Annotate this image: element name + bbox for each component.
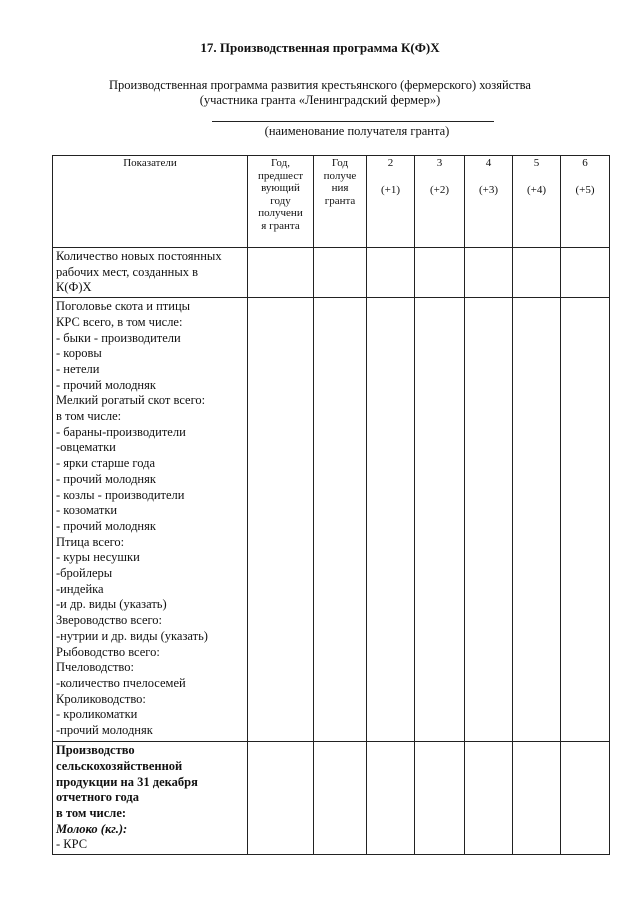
subtitle-line-2: (участника гранта «Ленинградский фермер») (199, 93, 441, 107)
input-cell[interactable] (314, 742, 367, 855)
input-cell[interactable] (314, 298, 367, 742)
input-cell[interactable] (513, 298, 561, 742)
header-year-2: 2 (+1) (367, 156, 415, 248)
header-year-3: 3 (+2) (415, 156, 465, 248)
header-year-4: 4 (+3) (465, 156, 513, 248)
table-row-new-jobs (53, 248, 610, 298)
header-year-6: 6 (+5) (561, 156, 610, 248)
input-cell[interactable] (513, 742, 561, 855)
recipient-label: (наименование получателя гранта) (264, 124, 450, 138)
subtitle-line-1: Производственная программа развития крестьянского (фермерского) хозяйства (109, 78, 531, 92)
table-header-row (53, 156, 610, 248)
page-title: 17. Производственная программа К(Ф)Х (200, 40, 440, 55)
input-cell[interactable] (465, 248, 513, 298)
header-indicators: Показатели (53, 156, 248, 248)
input-cell[interactable] (465, 742, 513, 855)
input-cell[interactable] (415, 742, 465, 855)
input-cell[interactable] (513, 248, 561, 298)
row-label-livestock: Поголовье скота и птицы КРС всего, в том числе: - быки - производители - коровы - нетели - прочий молодняк Мелкий рогатый скот всего: в том числе: - бараны-производители -овцематки - ярки старше года - прочий молодняк - козлы - производители - козоматки - прочий молодняк Птица всего: - куры несушки -бройлеры -индейка -и др. виды (указать) Звероводство всего: -нутрии и др. виды (указать) Рыбоводство всего: Пчеловодство: -количество пчелосемей Кролиководство: - кроликоматки -прочий молодняк (53, 298, 248, 742)
input-cell[interactable] (415, 248, 465, 298)
input-cell[interactable] (367, 248, 415, 298)
production-program-table (52, 155, 610, 855)
header-prev-year: Год, предшест вующий году получени я гранта (248, 156, 314, 248)
input-cell[interactable] (367, 298, 415, 742)
input-cell[interactable] (314, 248, 367, 298)
input-cell[interactable] (248, 742, 314, 855)
input-cell[interactable] (561, 298, 610, 742)
table-row-livestock (53, 298, 610, 742)
row-label-new-jobs: Количество новых постоянных рабочих мест, созданных в К(Ф)Х (53, 248, 248, 298)
header-year-5: 5 (+4) (513, 156, 561, 248)
header-grant-year: Год получе ния гранта (314, 156, 367, 248)
recipient-name-line (212, 121, 494, 122)
input-cell[interactable] (561, 742, 610, 855)
input-cell[interactable] (248, 248, 314, 298)
input-cell[interactable] (367, 742, 415, 855)
table-row-production (53, 742, 610, 855)
input-cell[interactable] (248, 298, 314, 742)
row-label-production: Производство сельскохозяйственной продукции на 31 декабря отчетного года в том числе: Молоко (кг.): - КРС (53, 742, 248, 855)
program-subtitle (70, 78, 570, 108)
input-cell[interactable] (415, 298, 465, 742)
input-cell[interactable] (561, 248, 610, 298)
input-cell[interactable] (465, 298, 513, 742)
